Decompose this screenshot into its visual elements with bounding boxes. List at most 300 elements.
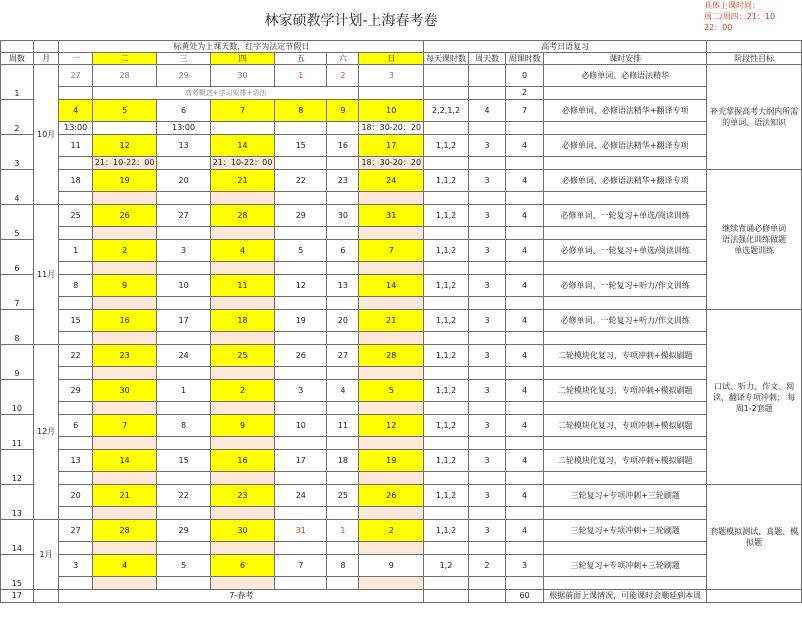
lesson-plan: 必修单词、必修语法精华+翻译专项 (544, 100, 707, 122)
date-cell: 7 (210, 100, 275, 122)
blank-cell (469, 192, 506, 205)
days-per-week: 2 (469, 555, 506, 577)
date-cell: 4 (59, 100, 92, 122)
col-wed: 三 (157, 53, 210, 65)
time-slot: 21：10-22：00 (92, 157, 157, 170)
days-per-week: 3 (469, 415, 506, 437)
blank-cell (506, 402, 544, 415)
time-slot (92, 472, 157, 485)
date-cell: 3 (59, 555, 92, 577)
weekly-hours: 4 (506, 450, 544, 472)
col-goal: 阶段性目标 (707, 53, 802, 65)
blank-cell (469, 542, 506, 555)
date-cell: 7 (359, 240, 424, 262)
daily-hours (424, 65, 469, 87)
time-slot (327, 332, 359, 345)
table-row (1, 450, 802, 472)
date-cell: 17 (275, 450, 327, 472)
time-slot (210, 577, 275, 590)
time-slot (210, 402, 275, 415)
time-slot (359, 437, 424, 450)
col-sun: 日 (359, 53, 424, 65)
date-cell: 12 (275, 275, 327, 297)
lesson-plan: 必修单词、一轮复习+听力/作文训练 (544, 310, 707, 332)
blank-cell (424, 122, 469, 135)
lesson-plan: 必修单词、必修语法精华+翻译专项 (544, 135, 707, 157)
weekly-hours: 4 (506, 310, 544, 332)
date-cell: 12 (92, 135, 157, 157)
time-slot (327, 262, 359, 275)
time-slot (359, 332, 424, 345)
total-hours: 60 (506, 590, 544, 603)
col-sat: 六 (327, 53, 359, 65)
time-slot (92, 542, 157, 555)
date-cell: 2 (327, 65, 359, 87)
blank-cell (544, 87, 707, 100)
time-slot (92, 122, 157, 135)
time-slot (59, 262, 92, 275)
table-row (1, 577, 802, 590)
daily-hours: 1,1,2 (424, 310, 469, 332)
daily-hours: 1,1,2 (424, 485, 469, 507)
blank-cell (469, 262, 506, 275)
table-row (1, 227, 802, 240)
date-cell: 25 (327, 485, 359, 507)
time-slot (59, 297, 92, 310)
daily-hours: 1,1,2 (424, 380, 469, 402)
date-cell: 25 (59, 205, 92, 227)
date-cell: 15 (59, 310, 92, 332)
days-per-week: 4 (469, 100, 506, 122)
daily-hours: 1,1,2 (424, 520, 469, 542)
blank-cell (424, 227, 469, 240)
date-cell: 16 (327, 135, 359, 157)
blank-cell (544, 542, 707, 555)
date-cell: 30 (327, 205, 359, 227)
time-slot (92, 192, 157, 205)
col-plan: 课时安排 (544, 53, 707, 65)
col-weekly: 周课时数 (506, 53, 544, 65)
date-cell: 10 (275, 415, 327, 437)
date-cell: 31 (275, 520, 327, 542)
col-fri: 五 (275, 53, 327, 65)
date-cell: 13 (327, 275, 359, 297)
date-cell: 10 (157, 275, 210, 297)
blank-cell (544, 122, 707, 135)
blank-cell (469, 227, 506, 240)
days-per-week: 3 (469, 380, 506, 402)
date-cell: 19 (359, 450, 424, 472)
time-slot (157, 437, 210, 450)
table-row (1, 507, 802, 520)
time-slot (92, 367, 157, 380)
blank-cell (469, 297, 506, 310)
time-slot (59, 507, 92, 520)
blank-cell (544, 402, 707, 415)
date-cell: 19 (275, 310, 327, 332)
lesson-plan: 二轮模块化复习，专项冲刺+模拟刷题 (544, 345, 707, 367)
time-slot (327, 507, 359, 520)
week-number: 15 (1, 555, 34, 590)
time-slot (275, 227, 327, 240)
date-cell: 1 (327, 520, 359, 542)
date-cell: 13 (157, 135, 210, 157)
weekly-hours: 0 (506, 65, 544, 87)
time-slot: 13:00 (59, 122, 92, 135)
daily-hours: 1,1,2 (424, 205, 469, 227)
time-slot (275, 402, 327, 415)
date-cell: 26 (92, 205, 157, 227)
blank-cell (544, 367, 707, 380)
blank-cell (469, 367, 506, 380)
legend: 标黄处为上课天数，红字为法定节假日 (59, 41, 424, 53)
date-cell: 2 (210, 380, 275, 402)
date-cell: 9 (210, 415, 275, 437)
blank-cell (424, 262, 469, 275)
time-slot (59, 437, 92, 450)
blank-cell (469, 87, 506, 100)
lesson-plan: 必修单词、一轮复习+单选/阅读训练 (544, 205, 707, 227)
table-row (1, 205, 802, 227)
table-row (1, 542, 802, 555)
date-cell: 5 (92, 100, 157, 122)
col-days: 周天数 (469, 53, 506, 65)
time-slot (275, 157, 327, 170)
daily-hours: 1,1,2 (424, 345, 469, 367)
date-cell: 1 (59, 240, 92, 262)
date-cell: 1 (275, 65, 327, 87)
date-cell: 27 (327, 345, 359, 367)
time-slot (92, 332, 157, 345)
time-slot (275, 542, 327, 555)
month-label: 11月 (33, 205, 59, 345)
weekly-hours: 7 (506, 100, 544, 122)
blank-cell (506, 262, 544, 275)
blank-cell (544, 577, 707, 590)
table-row (1, 520, 802, 542)
time-slot: 21：10-22：00 (210, 157, 275, 170)
date-cell: 28 (92, 65, 157, 87)
blank-cell (506, 472, 544, 485)
time-slot (327, 542, 359, 555)
time-slot (157, 192, 210, 205)
date-cell: 3 (157, 240, 210, 262)
time-slot (275, 122, 327, 135)
date-cell: 10 (359, 100, 424, 122)
weekly-hours: 4 (506, 380, 544, 402)
days-per-week: 3 (469, 520, 506, 542)
table-row (1, 135, 802, 157)
col-month: 月 (33, 53, 59, 65)
days-per-week: 3 (469, 170, 506, 192)
col-mon: 一 (59, 53, 92, 65)
time-slot (275, 192, 327, 205)
time-slot (59, 577, 92, 590)
stage-goal: 补充掌握高考大纲内所需的单词、语法知识 (707, 65, 802, 170)
time-slot (359, 227, 424, 240)
time-slot (92, 577, 157, 590)
week-number: 4 (1, 170, 34, 205)
days-per-week (469, 65, 506, 87)
time-slot (359, 577, 424, 590)
table-row (1, 332, 802, 345)
time-slot (157, 542, 210, 555)
blank-cell (424, 472, 469, 485)
time-slot (327, 402, 359, 415)
week-number: 3 (1, 135, 34, 170)
weekly-hours: 4 (506, 415, 544, 437)
blank-cell (359, 87, 424, 100)
blank-cell (506, 297, 544, 310)
date-cell: 17 (359, 135, 424, 157)
blank-cell (424, 192, 469, 205)
date-cell: 22 (59, 345, 92, 367)
blank-cell (469, 402, 506, 415)
date-cell: 8 (157, 415, 210, 437)
blank-cell (469, 577, 506, 590)
week-number: 1 (1, 65, 34, 100)
col-week: 周数 (1, 53, 34, 65)
date-cell: 5 (157, 555, 210, 577)
week-number: 11 (1, 415, 34, 450)
time-slot (359, 472, 424, 485)
daily-hours: 1,1,2 (424, 275, 469, 297)
time-slot (210, 227, 275, 240)
time-slot (327, 192, 359, 205)
date-cell: 23 (92, 345, 157, 367)
days-per-week: 3 (469, 135, 506, 157)
weekly-hours: 4 (506, 205, 544, 227)
blank-cell (506, 507, 544, 520)
date-cell: 23 (327, 170, 359, 192)
time-slot: 18：30-20：20 (359, 157, 424, 170)
time-slot (92, 402, 157, 415)
date-cell: 4 (327, 380, 359, 402)
blank-cell (506, 332, 544, 345)
blank-cell (544, 157, 707, 170)
table-row (1, 437, 802, 450)
time-slot (275, 367, 327, 380)
time-slot (210, 507, 275, 520)
time-slot (210, 297, 275, 310)
days-per-week: 3 (469, 345, 506, 367)
time-slot (92, 507, 157, 520)
date-cell: 18 (327, 450, 359, 472)
time-slot (275, 507, 327, 520)
time-slot (92, 297, 157, 310)
blank-cell (506, 157, 544, 170)
blank-cell (424, 332, 469, 345)
date-cell: 6 (327, 240, 359, 262)
date-cell: 2 (359, 520, 424, 542)
time-slot (275, 262, 327, 275)
time-slot (59, 227, 92, 240)
month-label: 12月 (33, 345, 59, 520)
date-cell: 27 (157, 205, 210, 227)
days-per-week: 3 (469, 485, 506, 507)
blank-cell (506, 367, 544, 380)
date-cell: 18 (210, 310, 275, 332)
date-cell: 13 (59, 450, 92, 472)
week-number: 10 (1, 380, 34, 415)
time-slot (210, 122, 275, 135)
exam-label: 7-春考 (59, 590, 424, 603)
table-row (1, 485, 802, 507)
blank-cell (506, 437, 544, 450)
blank-cell (544, 507, 707, 520)
time-slot (210, 542, 275, 555)
lesson-plan: 必修单词、必修语法精华 (544, 65, 707, 87)
lesson-plan: 二轮模块化复习，专项冲刺+模拟刷题 (544, 415, 707, 437)
blank-cell (506, 192, 544, 205)
weekly-hours-extra: 2 (506, 87, 544, 100)
time-slot (59, 472, 92, 485)
table-row (1, 262, 802, 275)
time-slot (210, 262, 275, 275)
blank-cell (469, 122, 506, 135)
daily-hours: 2,2,1,2 (424, 100, 469, 122)
table-row (1, 380, 802, 402)
blank-cell (424, 87, 469, 100)
time-slot (157, 507, 210, 520)
date-cell: 25 (210, 345, 275, 367)
blank-cell (707, 590, 802, 603)
week-number: 17 (1, 590, 34, 603)
time-slot (327, 472, 359, 485)
time-slot (327, 122, 359, 135)
time-slot (157, 227, 210, 240)
table-row (1, 275, 802, 297)
time-slot (359, 542, 424, 555)
weekly-hours: 4 (506, 275, 544, 297)
table-row (1, 415, 802, 437)
class-time-note: 具体上课时间： 周二/周四：21：10 22：00 (704, 1, 776, 32)
table-row (1, 367, 802, 380)
table-row (1, 170, 802, 192)
date-cell: 29 (59, 380, 92, 402)
week-number: 9 (1, 345, 34, 380)
time-slot (359, 262, 424, 275)
week-number: 7 (1, 275, 34, 310)
blank-cell (424, 297, 469, 310)
time-slot (92, 437, 157, 450)
intro-session: 高考概述+学习安排+语法 (92, 87, 359, 100)
date-cell: 24 (157, 345, 210, 367)
time-slot (359, 297, 424, 310)
days-per-week: 3 (469, 310, 506, 332)
time-slot (157, 297, 210, 310)
blank-cell (506, 227, 544, 240)
month-label: 10月 (33, 65, 59, 205)
blank-cell (506, 542, 544, 555)
week-number: 2 (1, 100, 34, 135)
time-slot (327, 577, 359, 590)
date-cell: 30 (92, 380, 157, 402)
date-cell: 12 (359, 415, 424, 437)
date-cell: 8 (275, 100, 327, 122)
table-row (1, 100, 802, 122)
daily-hours: 1,1,2 (424, 240, 469, 262)
time-slot (157, 332, 210, 345)
date-cell: 8 (59, 275, 92, 297)
blank-cell (544, 437, 707, 450)
week-number: 13 (1, 485, 34, 520)
table-row (1, 345, 802, 367)
date-cell: 5 (359, 380, 424, 402)
date-cell: 14 (359, 275, 424, 297)
time-slot (359, 192, 424, 205)
date-cell: 14 (92, 450, 157, 472)
date-cell: 28 (359, 345, 424, 367)
date-cell: 14 (210, 135, 275, 157)
daily-hours: 1,1,2 (424, 170, 469, 192)
time-slot (275, 297, 327, 310)
blank-cell (544, 262, 707, 275)
blank-cell (33, 590, 59, 603)
date-cell: 20 (327, 310, 359, 332)
table-row (1, 122, 802, 135)
date-cell: 2 (92, 240, 157, 262)
table-row (1, 240, 802, 262)
lesson-plan: 必修单词、一轮复习+听力/作文训练 (544, 275, 707, 297)
table-row (1, 192, 802, 205)
month-label: 1月 (33, 520, 59, 590)
weekly-hours: 4 (506, 170, 544, 192)
days-per-week: 3 (469, 205, 506, 227)
date-cell: 7 (275, 555, 327, 577)
date-cell: 29 (275, 205, 327, 227)
date-cell: 8 (327, 555, 359, 577)
time-slot (327, 437, 359, 450)
table-row (1, 297, 802, 310)
date-cell: 1 (157, 380, 210, 402)
date-cell: 28 (92, 520, 157, 542)
table-row (1, 590, 802, 603)
week-number: 14 (1, 520, 34, 555)
week-number: 8 (1, 310, 34, 345)
days-per-week: 3 (469, 450, 506, 472)
weekly-hours: 4 (506, 240, 544, 262)
date-cell: 22 (157, 485, 210, 507)
date-cell: 19 (92, 170, 157, 192)
section-title: 高考日语复习 (424, 41, 707, 53)
daily-hours: 1,1,2 (424, 135, 469, 157)
time-slot (92, 227, 157, 240)
days-per-week: 3 (469, 240, 506, 262)
time-slot (359, 402, 424, 415)
date-cell: 24 (275, 485, 327, 507)
blank-cell (424, 542, 469, 555)
blank-cell (469, 332, 506, 345)
blank-cell (469, 590, 506, 603)
blank-cell (544, 227, 707, 240)
date-cell: 24 (359, 170, 424, 192)
date-cell: 23 (210, 485, 275, 507)
date-cell: 9 (327, 100, 359, 122)
date-cell: 18 (59, 170, 92, 192)
time-slot (157, 472, 210, 485)
time-slot (275, 577, 327, 590)
blank-cell (544, 192, 707, 205)
date-cell: 26 (359, 485, 424, 507)
blank-cell (544, 472, 707, 485)
time-slot: 18：30-20：20 (359, 122, 424, 135)
date-cell: 30 (210, 65, 275, 87)
blank-cell (424, 157, 469, 170)
date-cell: 3 (359, 65, 424, 87)
date-cell: 11 (210, 275, 275, 297)
blank-cell (506, 577, 544, 590)
